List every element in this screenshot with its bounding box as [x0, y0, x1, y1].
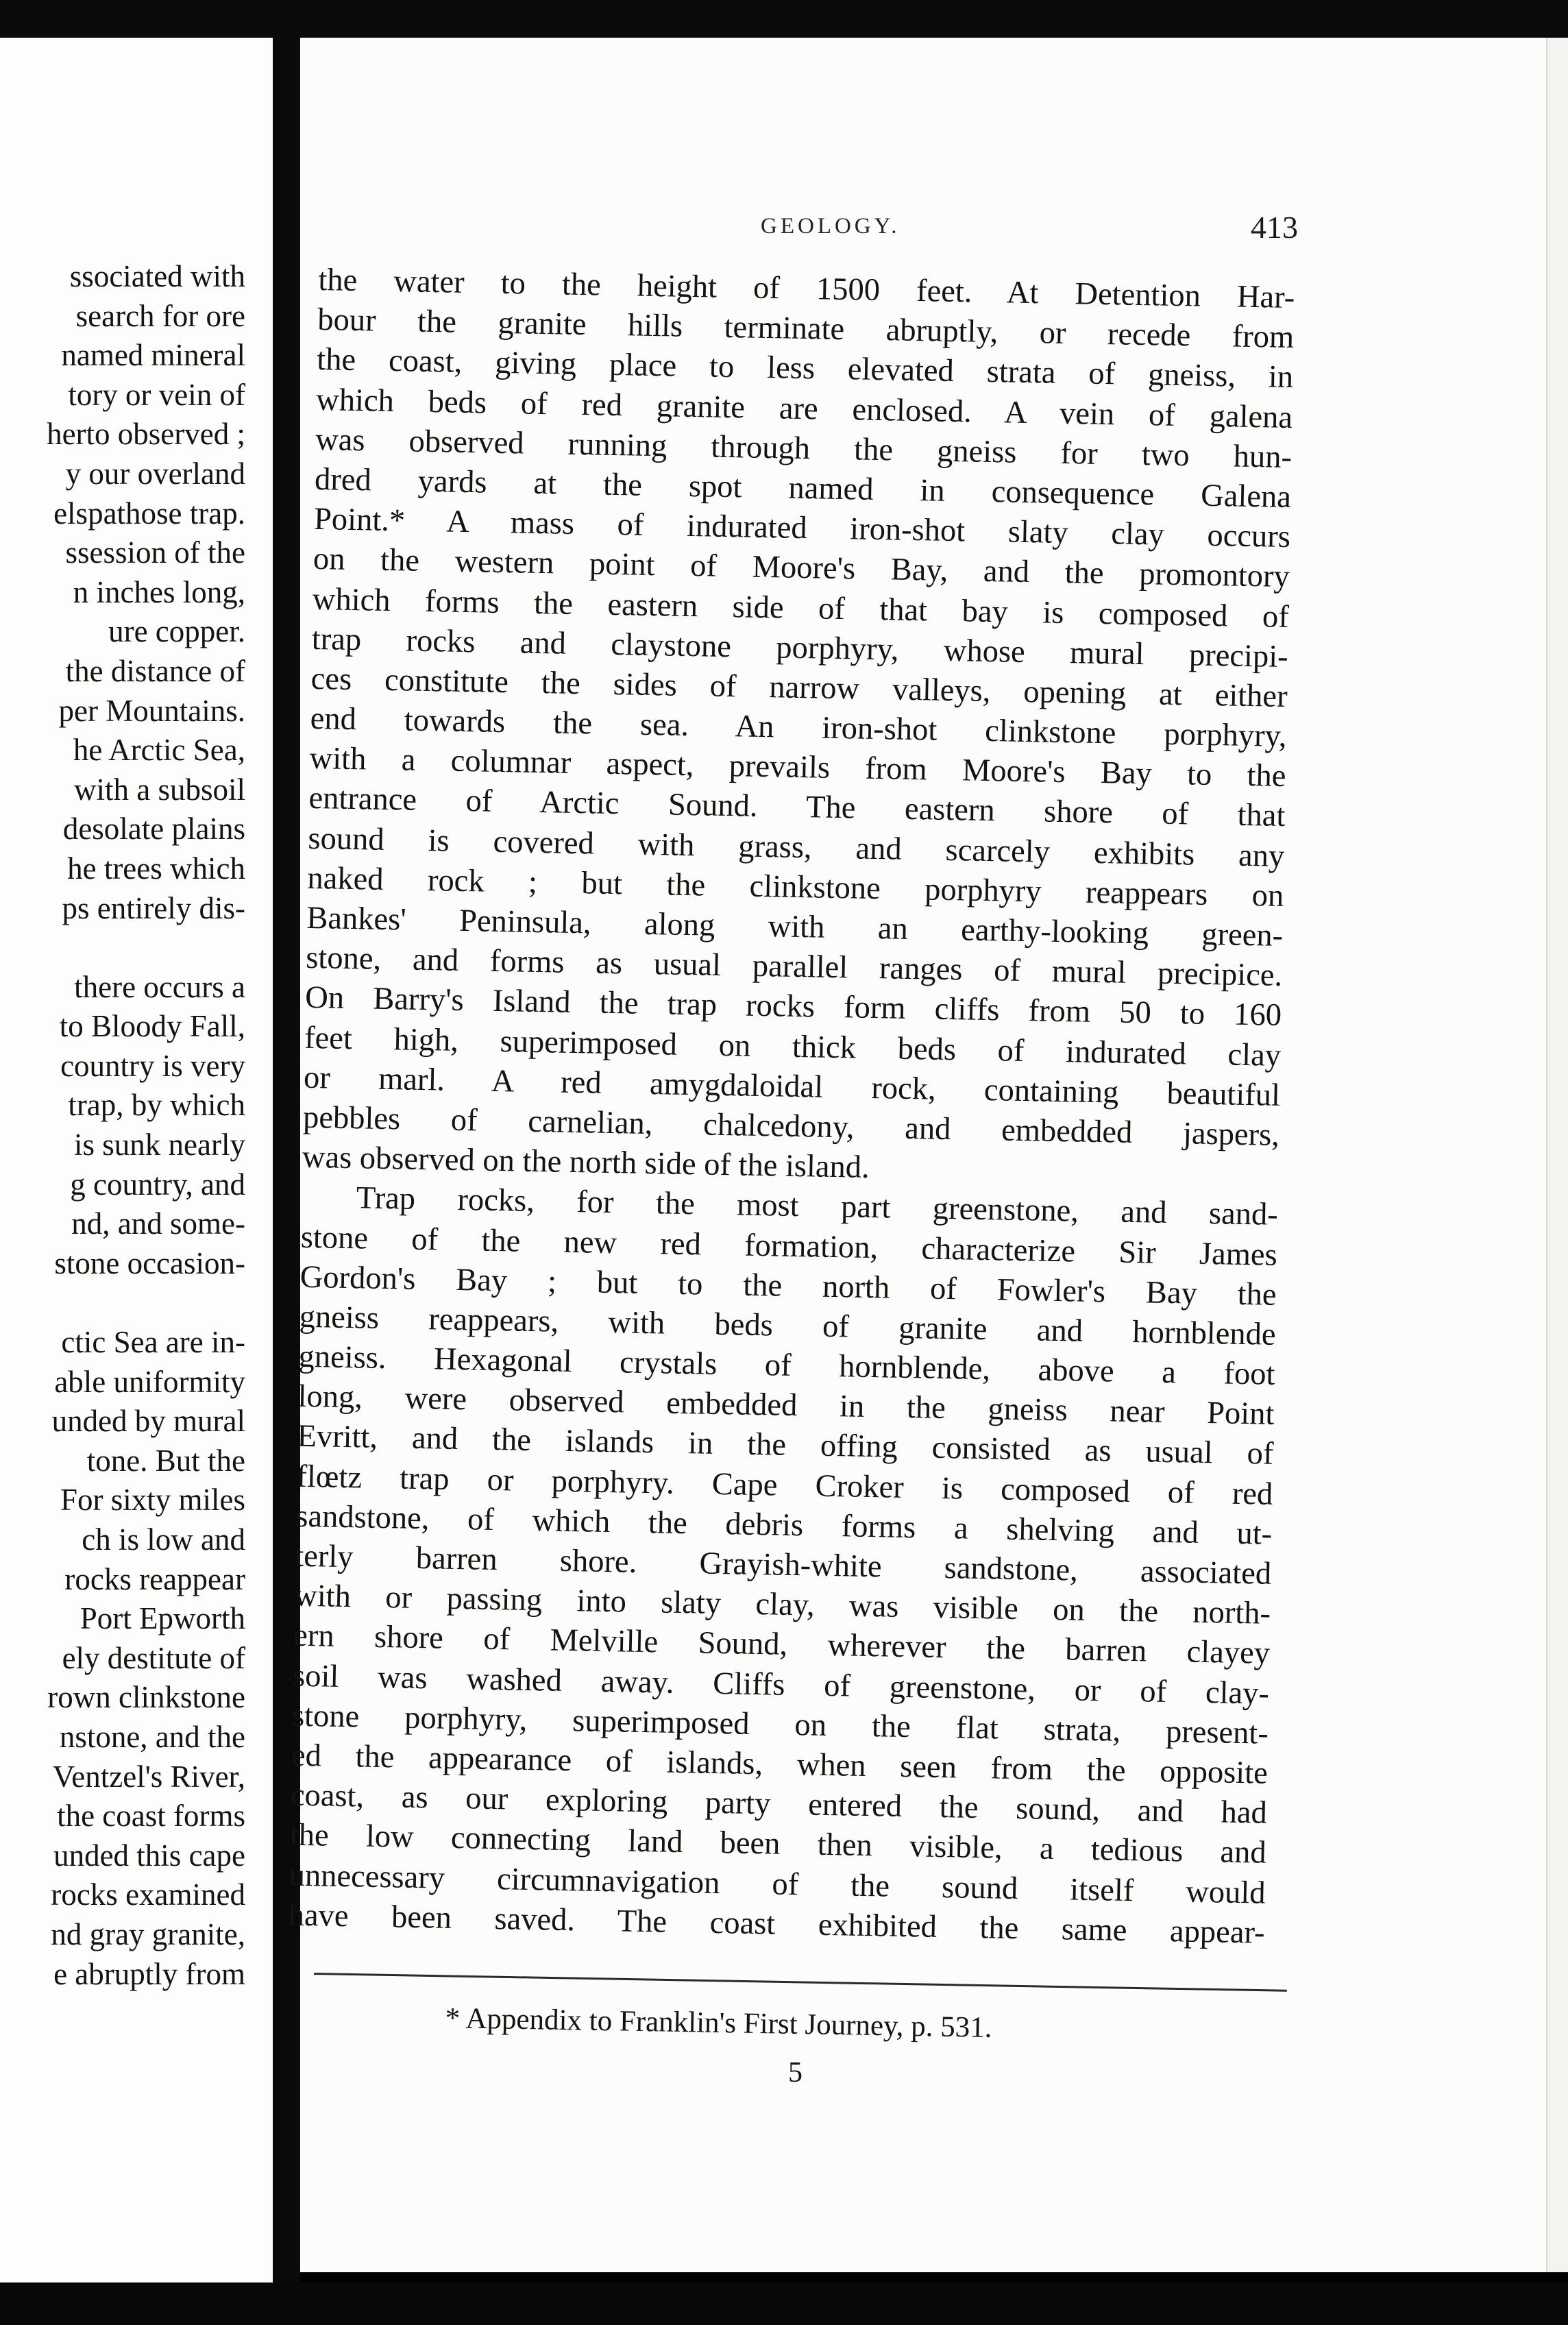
- left-line: ssession of the: [65, 535, 245, 570]
- text-line: stone of the new red formation, characterize Sir James: [300, 1219, 1278, 1273]
- left-line: e abruptly from: [53, 1956, 245, 1991]
- text-line: gneiss. Hexagonal crystals of hornblende, above a foot: [298, 1339, 1275, 1392]
- left-line: nd, and some-: [71, 1206, 245, 1241]
- left-line: named mineral: [61, 338, 245, 373]
- text-line: long, were observed embedded in the gneiss near Point: [297, 1378, 1275, 1433]
- left-line: tory or vein of: [68, 377, 245, 412]
- text-line: flœtz trap or porphyry. Cape Croker is composed of red: [296, 1459, 1273, 1512]
- left-line: per Mountains.: [58, 693, 245, 728]
- left-line: For sixty miles: [60, 1483, 245, 1518]
- text-line: terly barren shore. Grayish-white sandstone, associated: [294, 1538, 1272, 1592]
- left-line: stone occasion-: [54, 1245, 245, 1280]
- left-line: g country, and: [70, 1167, 245, 1202]
- text-line: gneiss reappears, with beds of granite and hornblende: [299, 1299, 1276, 1352]
- left-line: he Arctic Sea,: [73, 733, 245, 768]
- text-line: which beds of red granite are enclosed. A vein of galena: [315, 382, 1293, 435]
- page-edge: [1546, 38, 1568, 2272]
- text-line: the low connecting land been then visible, a tedious and: [289, 1817, 1267, 1871]
- left-line: is sunk nearly: [74, 1128, 245, 1162]
- text-line: was observed on the north side of the island.: [302, 1139, 870, 1186]
- left-line: unded by mural: [51, 1404, 245, 1439]
- text-line: Evritt, and the islands in the offing consisted as usual of: [297, 1419, 1274, 1472]
- text-line: Trap rocks, for the most part greenstone, and sand-: [356, 1180, 1279, 1233]
- text-line: the coast, giving place to less elevated strata of gneiss, in: [316, 342, 1294, 395]
- left-line: elspathose trap.: [53, 496, 245, 531]
- text-line: ces constitute the sides of narrow valleys, opening at either: [310, 661, 1288, 714]
- left-line: desolate plains: [62, 812, 245, 847]
- text-line: bour the granite hills terminate abruptly, or recede from: [317, 302, 1295, 356]
- body-text: [288, 260, 1295, 1953]
- left-line: tone. But the: [86, 1443, 245, 1478]
- left-line: unded this cape: [53, 1838, 245, 1873]
- left-line: [0, 928, 245, 968]
- scan-top-border: [0, 0, 1568, 41]
- left-line: ely destitute of: [62, 1640, 245, 1675]
- left-line: Port Epworth: [79, 1601, 245, 1636]
- text-line: trap rocks and claystone porphyry, whose mural precipi-: [311, 621, 1289, 674]
- left-line: search for ore: [75, 298, 245, 333]
- left-line: y our overland: [65, 456, 245, 491]
- text-line: Bankes' Peninsula, along with an earthy-looking green-: [306, 900, 1284, 953]
- left-line: ctic Sea are in-: [61, 1325, 245, 1360]
- left-line: the distance of: [65, 653, 245, 688]
- text-line: which forms the eastern side of that bay is composed of: [312, 581, 1290, 635]
- text-line: the water to the height of 1500 feet. At Detention Har-: [318, 262, 1295, 316]
- left-line: there occurs a: [74, 969, 245, 1004]
- running-head: GEOLOGY.: [761, 214, 901, 239]
- left-line: to Bloody Fall,: [59, 1009, 245, 1044]
- text-line: Point.* A mass of indurated iron-shot slaty clay occurs: [313, 502, 1291, 555]
- text-line: soil was washed away. Cliffs of greenstone, or of clay-: [292, 1658, 1270, 1712]
- left-line: rown clinkstone: [47, 1680, 245, 1715]
- left-line: nd gray granite,: [51, 1916, 245, 1951]
- text-line: or marl. A red amygdaloidal rock, containing beautiful: [303, 1060, 1281, 1113]
- text-line: with a columnar aspect, prevails from Moore's Bay to the: [309, 741, 1286, 794]
- text-line: ed the appearance of islands, when seen from the opposite: [291, 1738, 1269, 1791]
- text-line: was observed running through the gneiss for two hun-: [315, 422, 1293, 475]
- left-line: rocks reappear: [64, 1561, 245, 1596]
- left-line: n inches long,: [73, 574, 245, 609]
- text-line: Gordon's Bay ; but to the north of Fowler's Bay the: [299, 1259, 1277, 1313]
- scan-bottom-border: [0, 2283, 1568, 2325]
- left-line: ure copper.: [108, 614, 245, 649]
- left-line: ssociated with: [69, 259, 245, 293]
- book-gutter: [273, 38, 300, 2286]
- left-line: Ventzel's River,: [52, 1759, 245, 1794]
- text-line: coast, as our exploring party entered the sound, and had: [290, 1777, 1268, 1831]
- text-line: ern shore of Melville Sound, wherever the barren clayey: [293, 1618, 1271, 1672]
- text-line: feet high, superimposed on thick beds of indurated clay: [304, 1020, 1282, 1073]
- text-line: sandstone, of which the debris forms a shelving and ut-: [295, 1498, 1273, 1552]
- text-line: unnecessary circumnavigation of the sound itself would: [289, 1858, 1266, 1911]
- left-line: the coast forms: [57, 1799, 245, 1834]
- left-line: he trees which: [67, 851, 245, 886]
- left-line: herto observed ;: [47, 417, 245, 452]
- text-line: dred yards at the spot named in consequence Galena: [314, 461, 1292, 515]
- left-line: trap, by which: [68, 1088, 245, 1123]
- footnote: * Appendix to Franklin's First Journey, p. 531.: [445, 2001, 992, 2044]
- text-line: On Barry's Island the trap rocks form cliffs from 50 to 160: [304, 980, 1282, 1034]
- text-line: sound is covered with grass, and scarcely exhibits any: [308, 820, 1285, 874]
- text-line: have been saved. The coast exhibited the same appear-: [288, 1897, 1265, 1951]
- left-line: country is very: [60, 1048, 245, 1083]
- text-line: entrance of Arctic Sound. The eastern shore of that: [308, 781, 1286, 834]
- text-line: with or passing into slaty clay, was visible on the north-: [293, 1578, 1271, 1631]
- left-line: [0, 1283, 245, 1323]
- left-line: rocks examined: [51, 1877, 245, 1912]
- left-line: able uniformity: [54, 1364, 245, 1399]
- text-line: end towards the sea. An iron-shot clinkstone porphyry,: [310, 701, 1287, 755]
- left-page-text: [0, 257, 245, 1994]
- text-line: pebbles of carnelian, chalcedony, and embedded jaspers,: [302, 1099, 1280, 1153]
- left-line: with a subsoil: [73, 772, 245, 807]
- text-line: stone porphyry, superimposed on the flat strata, present-: [291, 1698, 1269, 1751]
- signature-mark: 5: [788, 2057, 803, 2089]
- page-number: 413: [1251, 210, 1298, 245]
- left-line: ch is low and: [82, 1522, 245, 1557]
- text-line: naked rock ; but the clinkstone porphyry reappears on: [307, 860, 1284, 914]
- text-line: on the western point of Moore's Bay, and the promontory: [313, 541, 1290, 595]
- left-line: nstone, and the: [59, 1719, 245, 1754]
- text-line: stone, and forms as usual parallel ranges of mural precipice.: [305, 940, 1283, 994]
- left-line: ps entirely dis-: [62, 890, 245, 925]
- left-page: [0, 38, 273, 2286]
